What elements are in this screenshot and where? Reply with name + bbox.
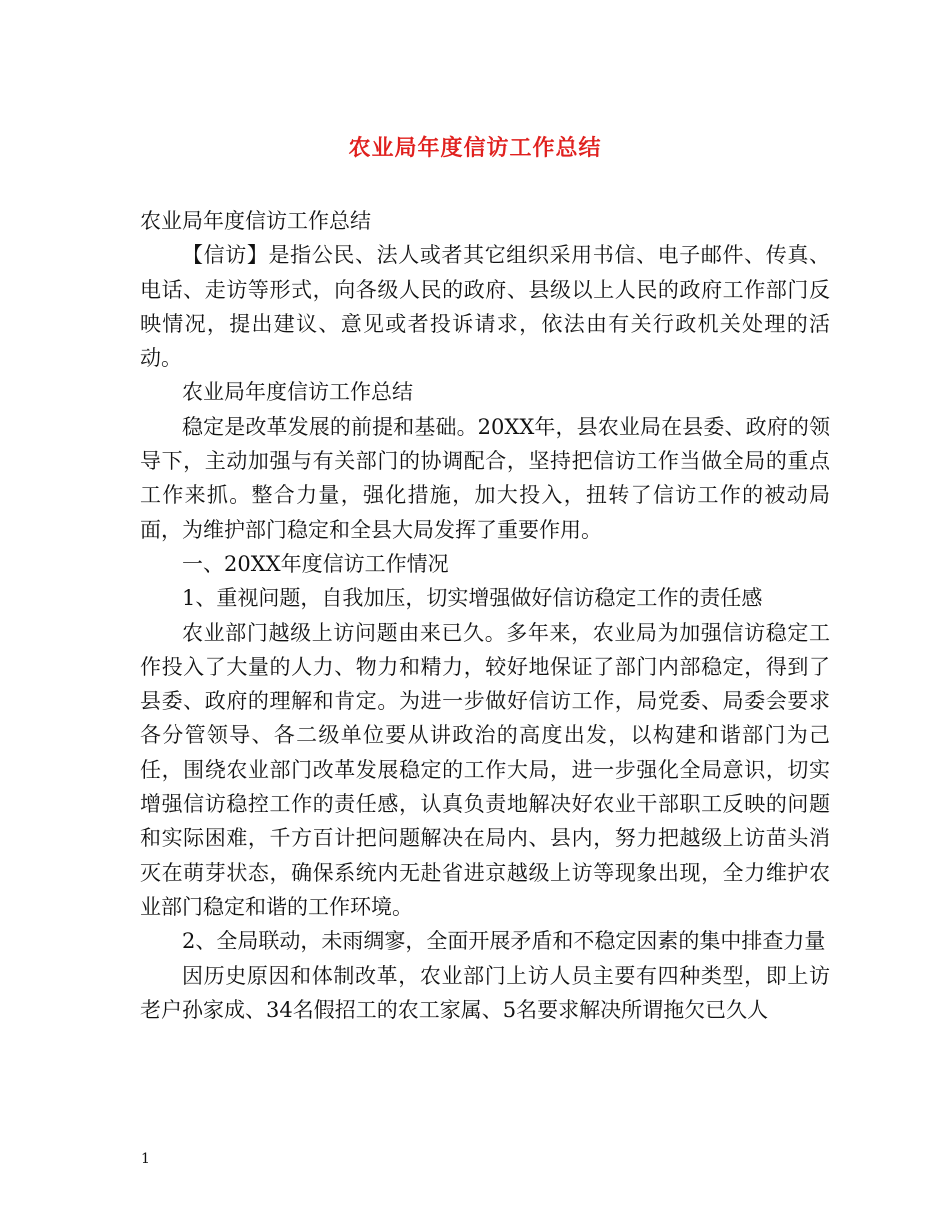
page-title: 农业局年度信访工作总结 [348,135,602,161]
section-heading-1: 一、20XX年度信访工作情况 [182,551,449,576]
document-body [140,204,830,1027]
paragraph-subtitle: 农业局年度信访工作总结 [140,209,371,233]
paragraph-body-1: 农业部门越级上访问题由来已久。多年来，农业局为加强信访稳定工作投入了大量的人力、物力和精力，较好地保证了部门内部稳定，得到了县委、政府的理解和肯定。为进一步做好信访工作，局党委、局委会要求各分管领导、各二级单位要从讲政治的高度出发，以构建和谐部门为己任，围绕农业部门改革发展稳定的工作大局，进一步强化全局意识，切实增强信访稳控工作的责任感，认真负责地解决好农业干部职工反映的问题和实际困难，千方百计把问题解决在局内、县内，努力把越级上访苗头消灭在萌芽状态，确保系统内无赴省进京越级上访等现象出现，全力维护农业部门稳定和谐的工作环境。 [140,620,830,919]
subsection-heading-2: 2、全局联动，未雨绸寥，全面开展矛盾和不稳定因素的集中排查力量 [182,929,826,954]
paragraph-intro: 稳定是改革发展的前提和基础。20XX年，县农业局在县委、政府的领导下，主动加强与有关部门的协调配合，坚持把信访工作当做全局的重点工作来抓。整合力量，强化措施，加大投入，扭转了信访工作的被动局面，为维护部门稳定和全县大局发挥了重要作用。 [140,414,830,542]
paragraph-heading: 农业局年度信访工作总结 [182,380,413,405]
paragraph-definition: 【信访】是指公民、法人或者其它组织采用书信、电子邮件、传真、电话、走访等形式，向各级人民的政府、县级以上人民的政府工作部门反映情况，提出建议、意见或者投诉请求，依法由有关行政机关处理的活动。 [140,243,830,371]
page-number: 1 [141,1151,150,1167]
paragraph-body-2: 因历史原因和体制改革，农业部门上访人员主要有四种类型，即上访老户孙家成、34名假招工的农工家属、5名要求解决所谓拖欠已久人 [140,963,830,1022]
subsection-heading-1: 1、重视问题，自我加压，切实增强做好信访稳定工作的责任感 [182,586,763,611]
